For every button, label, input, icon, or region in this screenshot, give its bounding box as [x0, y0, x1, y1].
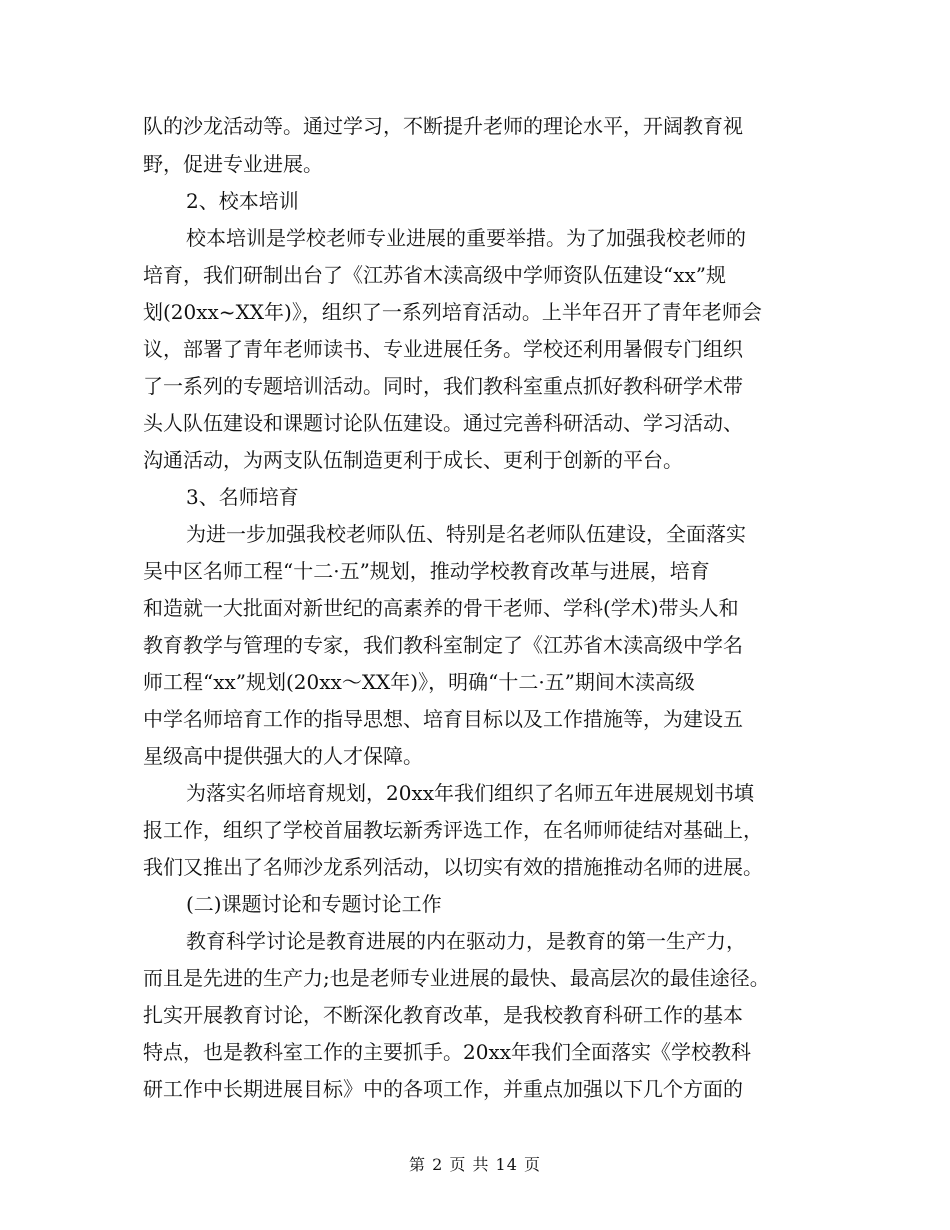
- text-line: 野，促进专业进展。: [143, 152, 323, 176]
- page-footer: 第 2 页 共 14 页: [409, 1155, 541, 1174]
- text-line: 和造就一大批面对新世纪的高素养的骨干老师、学科(学术)带头人和: [143, 596, 739, 620]
- section-heading: (二)课题讨论和专题讨论工作: [186, 892, 442, 916]
- text-line: 报工作，组织了学校首届教坛新秀评选工作，在名师师徒结对基础上，: [143, 818, 763, 842]
- text-line: 扎实开展教育讨论，不断深化教育改革，是我校教育科研工作的基本: [143, 1003, 743, 1027]
- text-line: 为落实名师培育规划，20xx年我们组织了名师五年进展规划书填: [186, 781, 755, 805]
- text-line: 吴中区名师工程“十二·五”规划，推动学校教育改革与进展，培育: [143, 559, 710, 583]
- text-line: 校本培训是学校老师专业进展的重要举措。为了加强我校老师的: [186, 226, 746, 250]
- text-line: 为进一步加强我校老师队伍、特别是名老师队伍建设，全面落实: [186, 522, 746, 546]
- text-line: 教育教学与管理的专家，我们教科室制定了《江苏省木渎高级中学名: [143, 633, 743, 657]
- text-line: 了一系列的专题培训活动。同时，我们教科室重点抓好教科研学术带: [143, 374, 743, 398]
- text-line: 划(20xx~XX年)》，组织了一系列培育活动。上半年召开了青年老师会: [143, 300, 762, 324]
- text-line: 头人队伍建设和课题讨论队伍建设。通过完善科研活动、学习活动、: [143, 411, 743, 435]
- text-line: 教育科学讨论是教育进展的内在驱动力，是教育的第一生产力，: [186, 929, 746, 953]
- text-line: 而且是先进的生产力;也是老师专业进展的最快、最高层次的最佳途径。: [143, 966, 770, 990]
- text-line: 师工程“xx”规划(20xx～XX年)》，明确“十二·五”期间木渎高级: [143, 670, 695, 694]
- text-line: 议，部署了青年老师读书、专业进展任务。学校还利用暑假专门组织: [143, 337, 743, 361]
- text-line: 星级高中提供强大的人才保障。: [143, 744, 423, 768]
- text-line: 我们又推出了名师沙龙系列活动，以切实有效的措施推动名师的进展。: [143, 855, 763, 879]
- section-heading: 2、校本培训: [186, 189, 299, 213]
- text-line: 中学名师培育工作的指导思想、培育目标以及工作措施等，为建设五: [143, 707, 743, 731]
- text-line: 研工作中长期进展目标》中的各项工作，并重点加强以下几个方面的: [143, 1077, 743, 1101]
- text-line: 特点，也是教科室工作的主要抓手。20xx年我们全面落实《学校教科: [143, 1040, 752, 1064]
- section-heading: 3、名师培育: [186, 485, 299, 509]
- text-line: 沟通活动，为两支队伍制造更利于成长、更利于创新的平台。: [143, 448, 683, 472]
- text-line: 队的沙龙活动等。通过学习，不断提升老师的理论水平，开阔教育视: [143, 114, 743, 138]
- text-line: 培育，我们研制出台了《江苏省木渎高级中学师资队伍建设“xx”规: [143, 263, 727, 287]
